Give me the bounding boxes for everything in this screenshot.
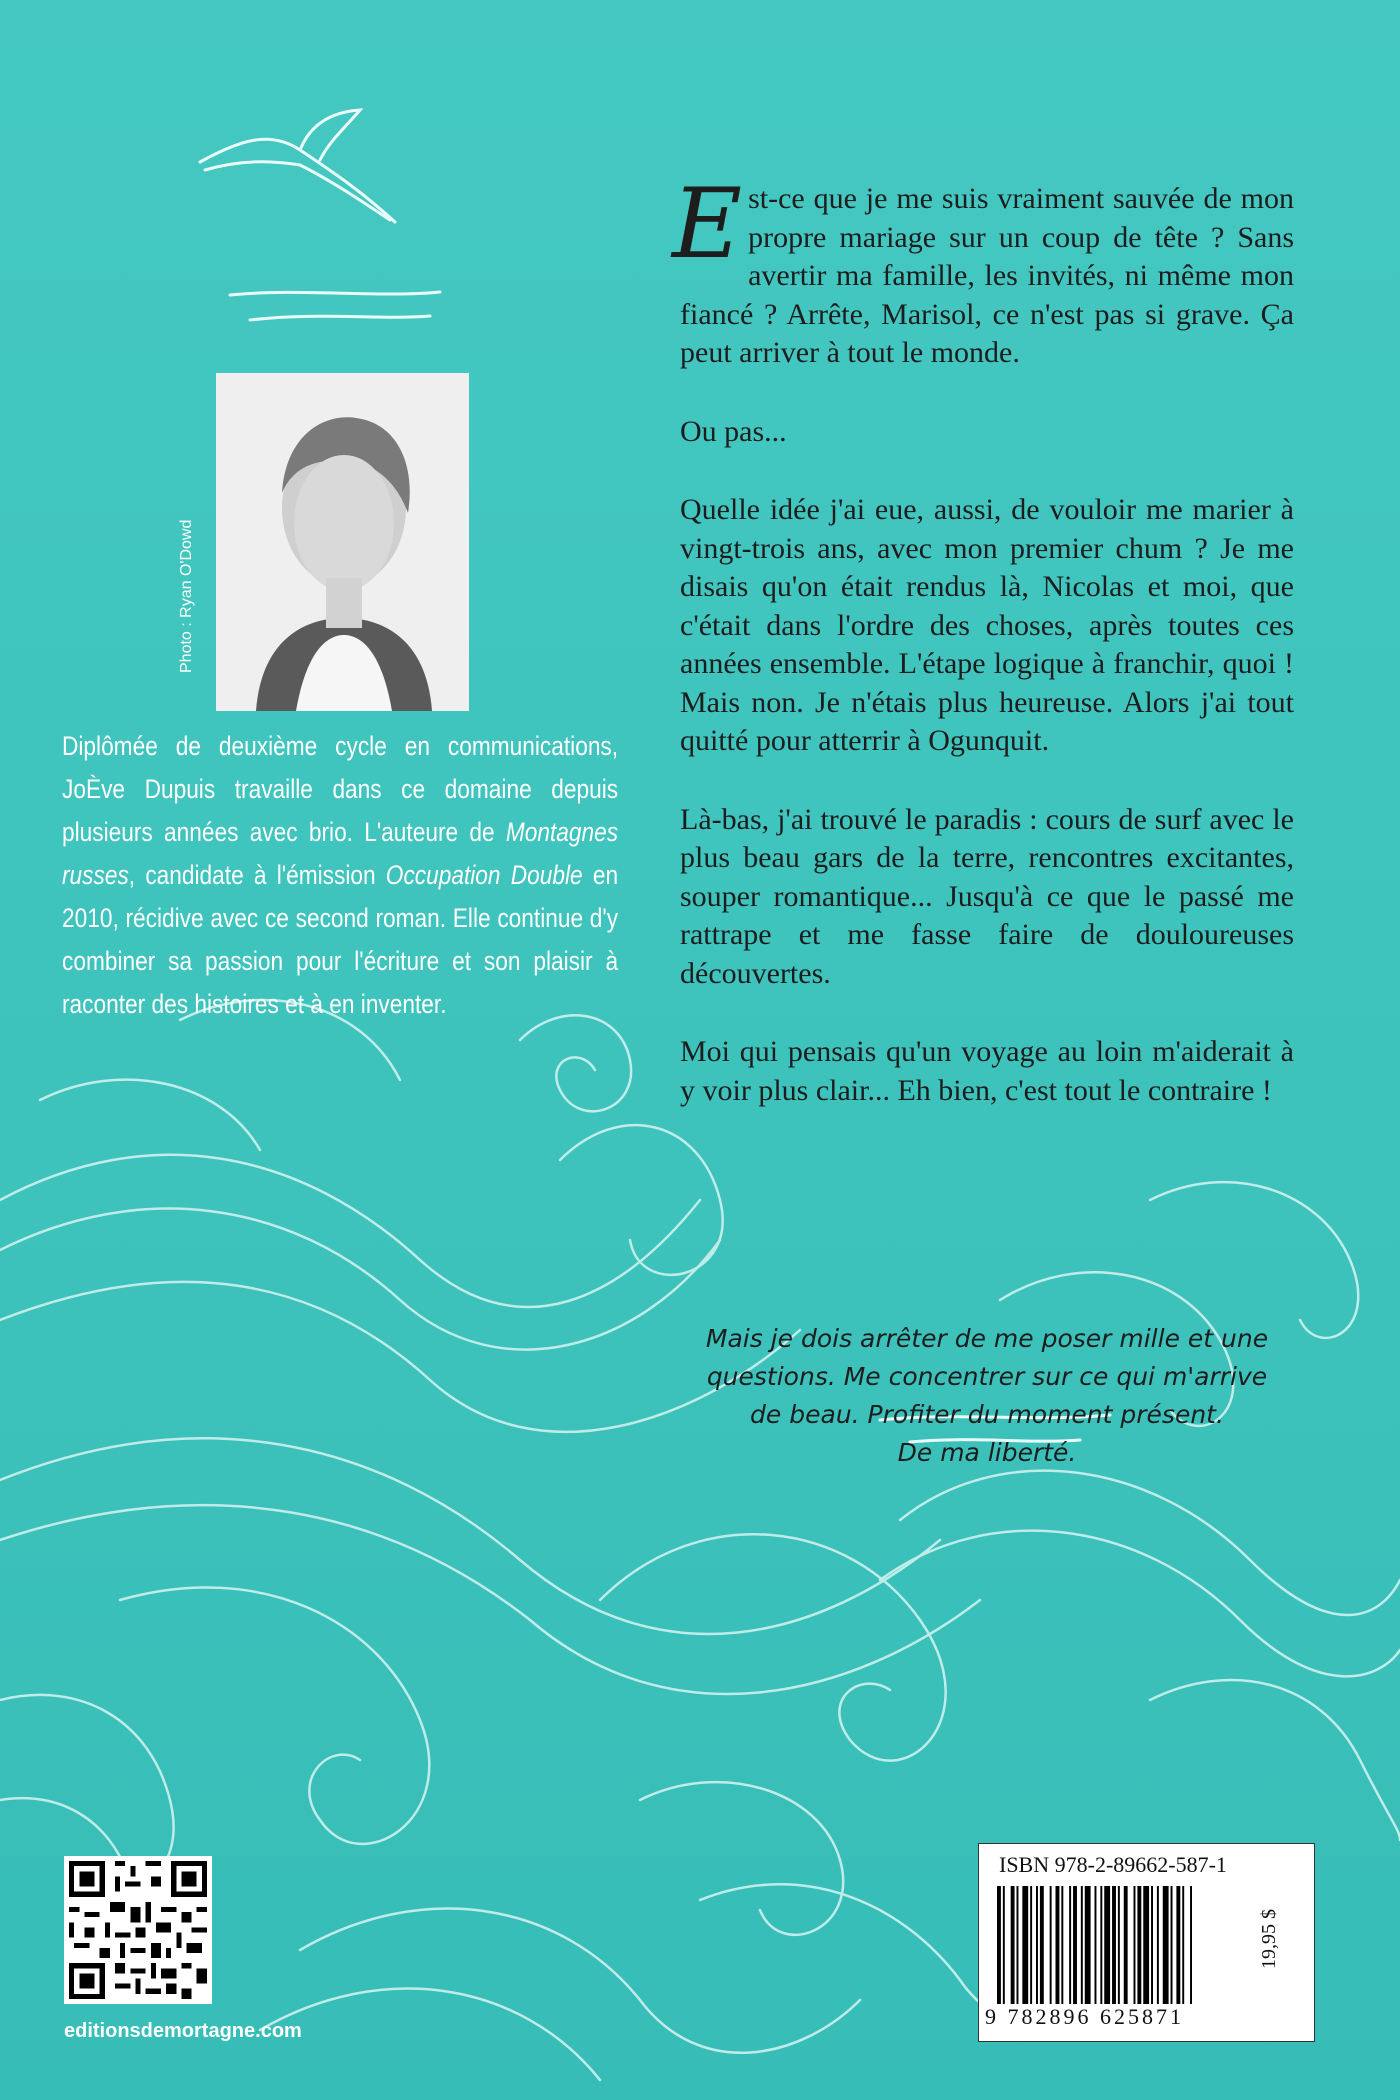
bio-text-1: Diplômée de deuxième cycle en communications, JoÈve Dupuis travaille dans ce domaine depuis plusieurs années avec brio. L'auteure de [62, 731, 619, 847]
bio-text-3: en 2010, récidive avec ce second roman. Elle continue d'y combiner sa passion pour l'écriture et son plaisir à raconter des histoires et à en inventer. [62, 860, 619, 1019]
publisher-website[interactable]: editionsdemortagne.com [64, 2020, 302, 2042]
quote-line: questions. Me concentrer sur ce qui m'arrive [706, 1362, 1268, 1391]
bio-text-2: , candidate à l'émission [128, 860, 386, 890]
quote-line: De ma liberté. [897, 1438, 1077, 1467]
quote-line: de beau. Profiter du moment présent. [750, 1400, 1224, 1429]
barcode-panel [978, 1843, 1315, 2042]
blurb-paragraph-1: Est-ce que je me suis vraiment sauvée de mon propre mariage sur un coup de tête ? Sans avertir ma famille, les invités, ni même mon fiancé ? Arrête, Marisol, ce n'est pas si grave. Ça peut arriver à tout le monde. [672, 168, 1294, 369]
quote-line: Mais je dois arrêter de me poser mille et une [705, 1324, 1269, 1353]
bio-show-title: Occupation Double [385, 860, 583, 890]
isbn-label: ISBN 978-2-89662-587-1 [999, 1852, 1227, 1877]
price-label: 19,95 $ [1258, 1909, 1280, 1969]
barcode-digits: 9 782896 625871 [985, 2004, 1184, 2029]
blurb-paragraph-5: Moi qui pensais qu'un voyage au loin m'aiderait à y voir plus clair... Eh bien, c'est tout le contraire ! [680, 1035, 1294, 1107]
blurb-paragraph-3: Quelle idée j'ai eue, aussi, de vouloir me marier à vingt-trois ans, avec mon premier chum ? Je me disais qu'on était rendus là, Nicolas et moi, que c'était dans l'ordre des choses, après toutes ces années ensemble. L'étape logique à franchir, quoi ! Mais non. Je n'étais plus heureuse. Alors j'ai tout quitté pour atterrir à Ogunquit. [680, 493, 1294, 757]
handwritten-quote [680, 1320, 1294, 1472]
barcode-bars [997, 1886, 1245, 2004]
bio-book-title-1: Montagnes russes [62, 817, 619, 890]
qr-code[interactable] [64, 1856, 212, 2004]
author-bio [62, 725, 618, 1026]
drop-cap: E [672, 168, 743, 280]
blurb-paragraph-4: Là-bas, j'ai trouvé le paradis : cours de surf avec le plus beau gars de la terre, rencontres excitantes, souper romantique... Jusqu'à ce que le passé me rattrape et me fasse faire de douloureuses découvertes. [680, 802, 1294, 990]
blurb-paragraph-2: Ou pas... [680, 414, 787, 448]
author-photo [216, 373, 469, 711]
photo-credit: Photo : Ryan O'Dowd [178, 519, 195, 673]
book-blurb [672, 168, 1294, 1150]
